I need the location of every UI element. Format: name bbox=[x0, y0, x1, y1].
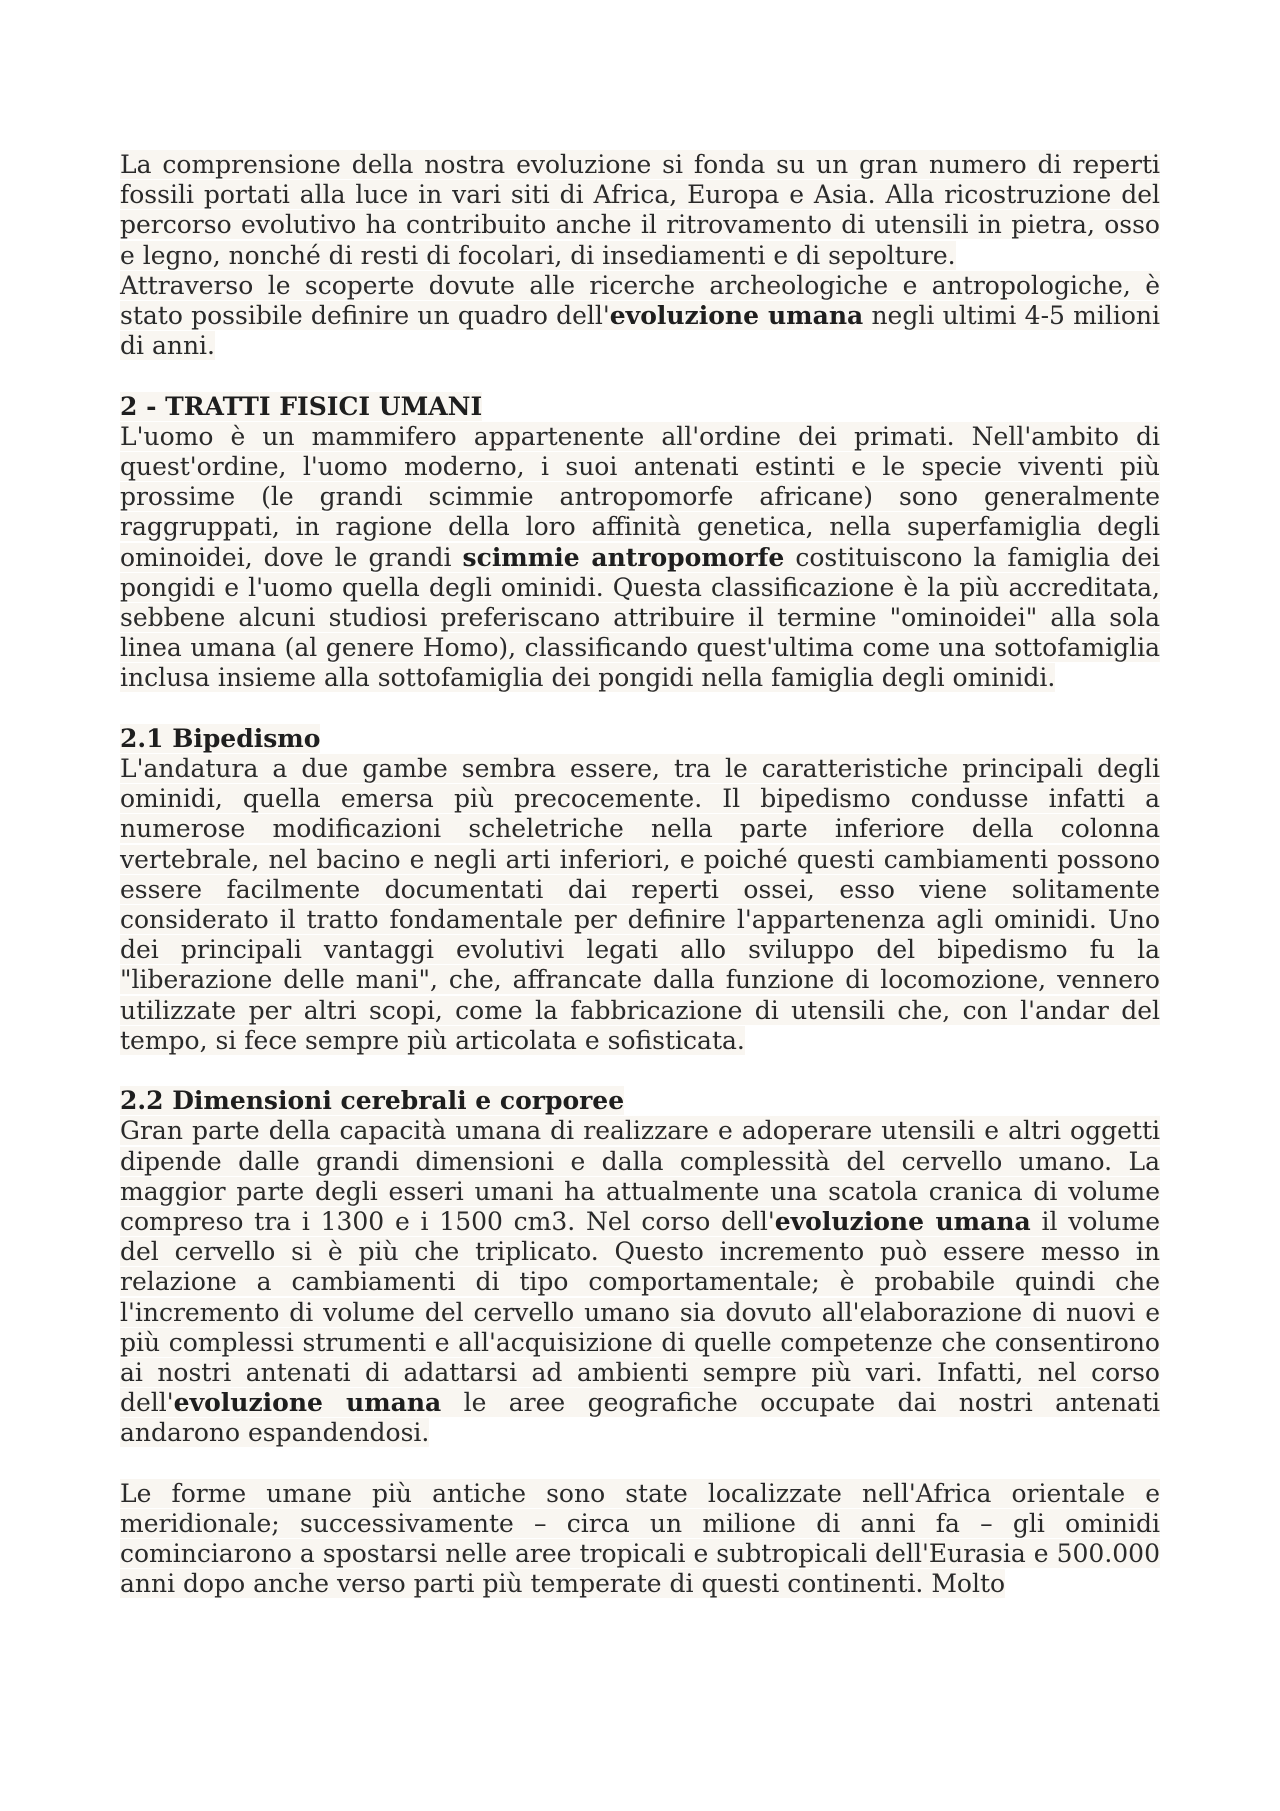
intro-paragraph-2 bbox=[120, 271, 1160, 362]
section-2-2-paragraph-2 bbox=[120, 1479, 1160, 1600]
intro-paragraph-1-text: La comprensione della nostra evoluzione si fonda su un gran numero di reperti fossili portati alla luce in vari siti di Africa, Europa e Asia. Alla ricostruzione del percorso evolutivo ha contribuito anche il ritrovamento di utensili in pietra, osso e legno, nonché di resti di focolari, di insediamenti e di sepolture. bbox=[120, 150, 1160, 270]
document-body bbox=[120, 150, 1160, 1600]
section-2-text-a: L'uomo è un mammifero appartenente all'ordine dei primati. Nell'ambito di quest'ordine, l'uomo moderno, i suoi antenati estinti e le specie viventi più prossime (le grandi scimmie antropomorfe africane) sono generalmente raggruppati, in ragione della loro affinità genetica, nella superfamiglia degli ominoidei, dove le grandi bbox=[120, 421, 1160, 572]
section-2-1-heading-text: 2.1 Bipedismo bbox=[120, 723, 321, 753]
spacer bbox=[120, 694, 1160, 724]
section-2-heading bbox=[120, 392, 1160, 422]
intro-paragraph-2-text-b: negli ultimi 4-5 milioni di anni. bbox=[120, 301, 1161, 361]
section-2-2-text-b: il volume del cervello si è più che triplicato. Questo incremento può essere messo in relazione a cambiamenti di tipo comportamentale; è probabile quindi che l'incremento di volume del cervello umano sia dovuto all'elaborazione di nuovi e più complessi strumenti e all'acquisizione di quelle competenze che consentirono ai nostri antenati di adattarsi ad ambienti sempre più vari. Infatti, nel corso dell' bbox=[120, 1207, 1161, 1418]
section-2-paragraph bbox=[120, 422, 1160, 694]
intro-paragraph-2-text-a: Attraverso le scoperte dovute alle ricerche archeologiche e antropologiche, è stato possibile definire un quadro dell' bbox=[120, 270, 1160, 331]
section-2-1-text: L'andatura a due gambe sembra essere, tra le caratteristiche principali degli ominidi, quella emersa più precocemente. Il bipedismo condusse infatti a numerose modificazioni scheletriche nella parte inferiore della colonna vertebrale, nel bacino e negli arti inferiori, e poiché questi cambiamenti possono essere facilmente documentati dai reperti ossei, esso viene solitamente considerato il tratto fondamentale per definire l'appartenenza agli ominidi. Uno dei principali vantaggi evolutivi legati allo sviluppo del bipedismo fu la "liberazione delle mani", che, affrancate dalla funzione di locomozione, vennero utilizzate per altri scopi, come la fabbricazione di utensili che, con l'andar del tempo, si fece sempre più articolata e sofisticata. bbox=[120, 754, 1160, 1055]
section-2-2-bold-term-2: evoluzione umana bbox=[173, 1388, 442, 1418]
section-2-text-b: costituiscono la famiglia dei pongidi e l'uomo quella degli ominidi. Questa classificazione è la più accreditata, sebbene alcuni studiosi preferiscano attribuire il termine "ominoidei" alla sola linea umana (al genere Homo), classificando quest'ultima come una sottofamiglia inclusa insieme alla sottofamiglia dei pongidi nella famiglia degli ominidi. bbox=[120, 542, 1160, 693]
section-2-2-text-c: le aree geografiche occupate dai nostri antenati andarono espandendosi. bbox=[120, 1388, 1160, 1448]
spacer bbox=[120, 1449, 1160, 1479]
section-2-1-heading bbox=[120, 724, 1160, 754]
section-2-2-heading bbox=[120, 1086, 1160, 1116]
intro-bold-term: evoluzione umana bbox=[609, 301, 864, 331]
section-2-heading-text: 2 - TRATTI FISICI UMANI bbox=[120, 391, 483, 421]
section-2-1-paragraph bbox=[120, 754, 1160, 1056]
section-2-2-text-a: Gran parte della capacità umana di realizzare e adoperare utensili e altri oggetti dipende dalle grandi dimensioni e dalla complessità del cervello umano. La maggior parte degli esseri umani ha attualmente una scatola cranica di volume compreso tra i 1300 e i 1500 cm3. Nel corso dell' bbox=[120, 1116, 1160, 1237]
spacer bbox=[120, 1056, 1160, 1086]
section-2-bold-term: scimmie antropomorfe bbox=[462, 542, 785, 572]
section-2-2-text-2: Le forme umane più antiche sono state localizzate nell'Africa orientale e meridionale; successivamente – circa un milione di anni fa – gli ominidi cominciarono a spostarsi nelle aree tropicali e subtropicali dell'Eurasia e 500.000 anni dopo anche verso parti più temperate di questi continenti. Molto bbox=[120, 1478, 1160, 1599]
section-2-2-bold-term-1: evoluzione umana bbox=[774, 1207, 1031, 1237]
spacer bbox=[120, 361, 1160, 391]
intro-paragraph-1 bbox=[120, 150, 1160, 271]
section-2-2-heading-text: 2.2 Dimensioni cerebrali e corporee bbox=[120, 1086, 625, 1116]
section-2-2-paragraph bbox=[120, 1116, 1160, 1448]
